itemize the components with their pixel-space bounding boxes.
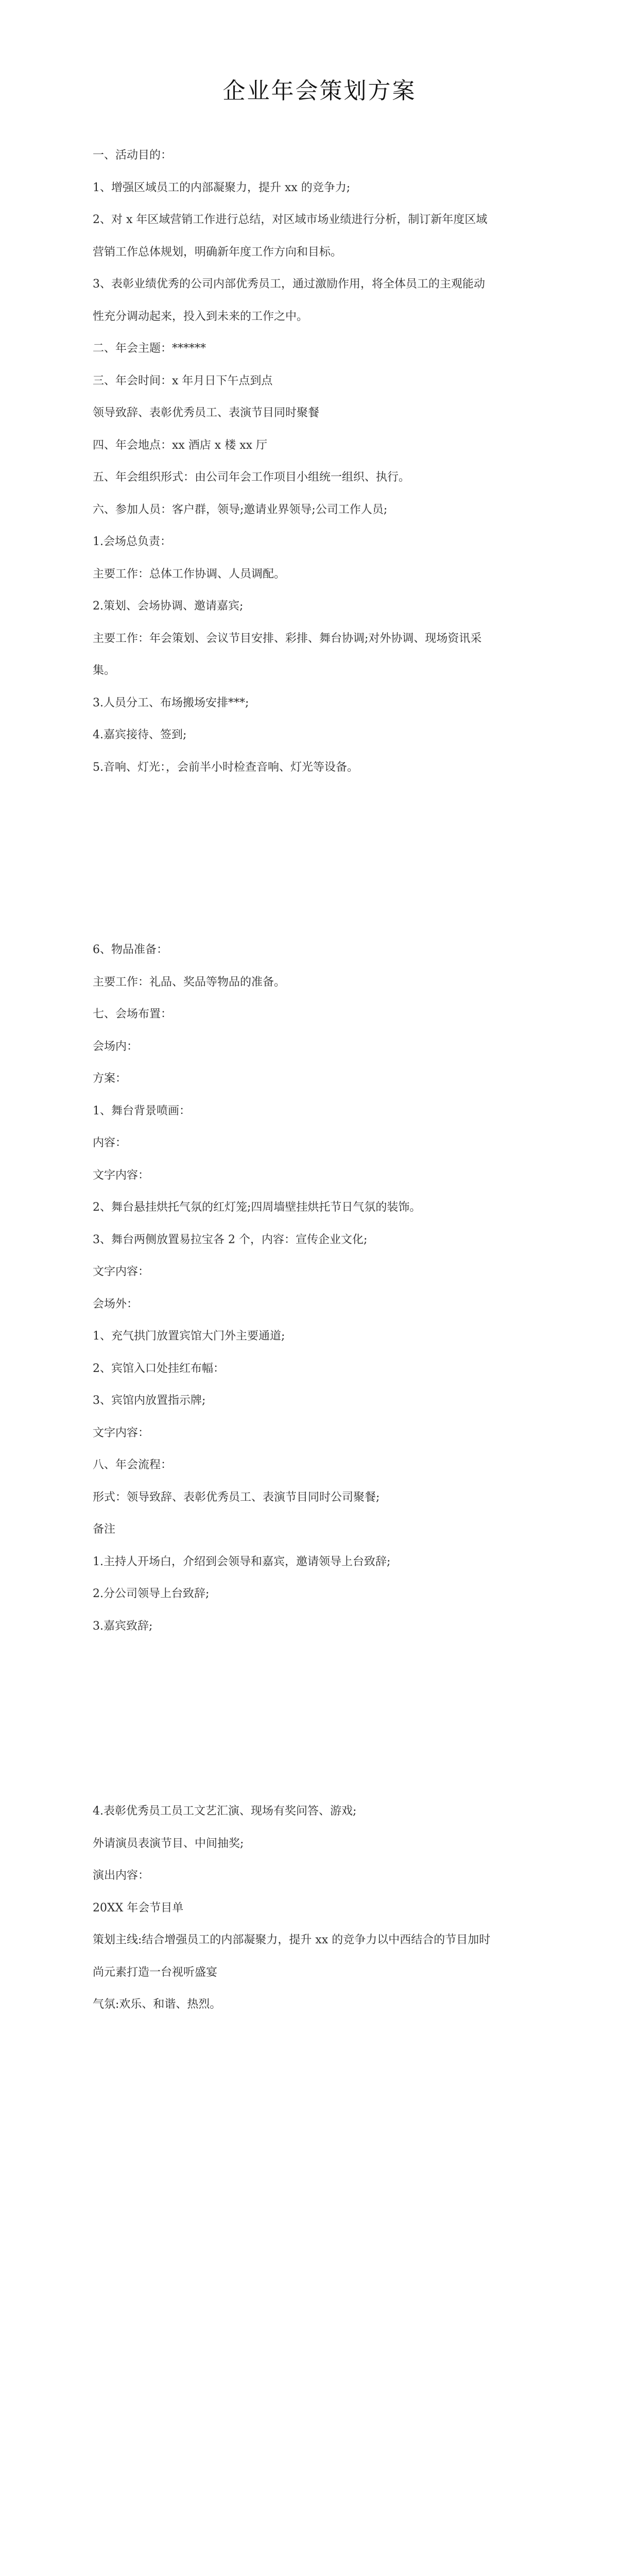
paragraph-line: 2、宾馆入口处挂红布幅：: [93, 1362, 224, 1375]
paragraph-line: 3.嘉宾致辞;: [93, 1619, 153, 1633]
paragraph-line: 5.音响、灯光：，会前半小时检查音响、灯光等设备。: [93, 760, 358, 774]
paragraph-line: 外请演员表演节目、中间抽奖;: [93, 1837, 244, 1850]
paragraph-line: 内容：: [93, 1137, 127, 1149]
paragraph-line: 4.表彰优秀员工员工文艺汇演、现场有奖问答、游戏;: [93, 1805, 357, 1818]
paragraph-line: 四、年会地点：xx 酒店 x 楼 xx 厅: [93, 438, 268, 452]
paragraph-line: 主要工作：礼品、奖品等物品的准备。: [93, 975, 286, 989]
paragraph-line: 1.会场总负责：: [93, 535, 171, 548]
paragraph-line: 2、对 x 年区域营销工作进行总结，对区域市场业绩进行分析，制订新年度区域: [93, 213, 488, 226]
paragraph-line: 3.人员分工、布场搬场安排***;: [93, 696, 249, 709]
paragraph-line: 一、活动目的：: [93, 149, 172, 162]
paragraph-line: 气氛:欢乐、和谐、热烈。: [93, 1998, 221, 2011]
paragraph-line: 3、舞台两侧放置易拉宝各 2 个，内容：宣传企业文化;: [93, 1233, 368, 1246]
paragraph-line: 1.主持人开场白，介绍到会领导和嘉宾，邀请领导上台致辞;: [93, 1555, 391, 1568]
paragraph-line: 4.嘉宾接待、签到;: [93, 728, 187, 741]
paragraph-line: 会场内：: [93, 1040, 139, 1053]
paragraph-line: 6、物品准备：: [93, 943, 168, 956]
paragraph-line: 三、年会时间：x 年月日下午点到点: [93, 374, 273, 387]
paragraph-line: 性充分调动起来，投入到未来的工作之中。: [93, 310, 308, 323]
paragraph-line: 尚元素打造一台视听盛宴: [93, 1965, 218, 1979]
paragraph-line: 二、年会主题：******: [93, 342, 206, 355]
paragraph-line: 营销工作总体规划，明确新年度工作方向和目标。: [93, 245, 342, 259]
paragraph-line: 领导致辞、表彰优秀员工、表演节目同时聚餐: [93, 406, 320, 419]
paragraph-line: 2、舞台悬挂烘托气氛的红灯笼;四周墙壁挂烘托节日气氛的装饰。: [93, 1201, 421, 1214]
paragraph-line: 2.分公司领导上台致辞;: [93, 1587, 210, 1600]
paragraph-line: 演出内容：: [93, 1869, 150, 1882]
paragraph-line: 形式：领导致辞、表彰优秀员工、表演节目同时公司聚餐;: [93, 1490, 380, 1504]
paragraph-line: 备注: [93, 1523, 116, 1536]
paragraph-line: 七、会场布置：: [93, 1008, 172, 1021]
paragraph-line: 八、年会流程：: [93, 1459, 172, 1471]
paragraph-line: 主要工作：年会策划、会议节目安排、彩排、舞台协调;对外协调、现场资讯采: [93, 632, 482, 645]
paragraph-line: 五、年会组织形式：由公司年会工作项目小组统一组织、执行。: [93, 471, 410, 484]
paragraph-line: 1、充气拱门放置宾馆大门外主要通道;: [93, 1330, 285, 1343]
paragraph-line: 文字内容：: [93, 1265, 150, 1278]
paragraph-line: 集。: [93, 664, 116, 677]
paragraph-line: 主要工作：总体工作协调、人员调配。: [93, 567, 286, 581]
paragraph-line: 六、参加人员：客户群，领导;邀请业界领导;公司工作人员;: [93, 503, 388, 516]
paragraph-line: 文字内容：: [93, 1168, 150, 1182]
paragraph-line: 会场外：: [93, 1297, 139, 1311]
document-title: 企业年会策划方案: [222, 78, 417, 104]
paragraph-line: 策划主线:结合增强员工的内部凝聚力，提升 xx 的竞争力以中西结合的节目加时: [93, 1934, 491, 1946]
paragraph-line: 1、舞台背景喷画：: [93, 1104, 191, 1117]
paragraph-line: 方案：: [93, 1072, 127, 1085]
paragraph-line: 2.策划、会场协调、邀请嘉宾;: [93, 600, 244, 613]
paragraph-line: 3、表彰业绩优秀的公司内部优秀员工，通过激励作用，将全体员工的主观能动: [93, 278, 485, 291]
paragraph-line: 文字内容：: [93, 1426, 150, 1439]
paragraph-line: 3、宾馆内放置指示牌;: [93, 1394, 206, 1407]
paragraph-line: 20XX 年会节目单: [93, 1901, 184, 1914]
paragraph-line: 1、增强区域员工的内部凝聚力，提升 xx 的竞争力;: [93, 181, 351, 194]
